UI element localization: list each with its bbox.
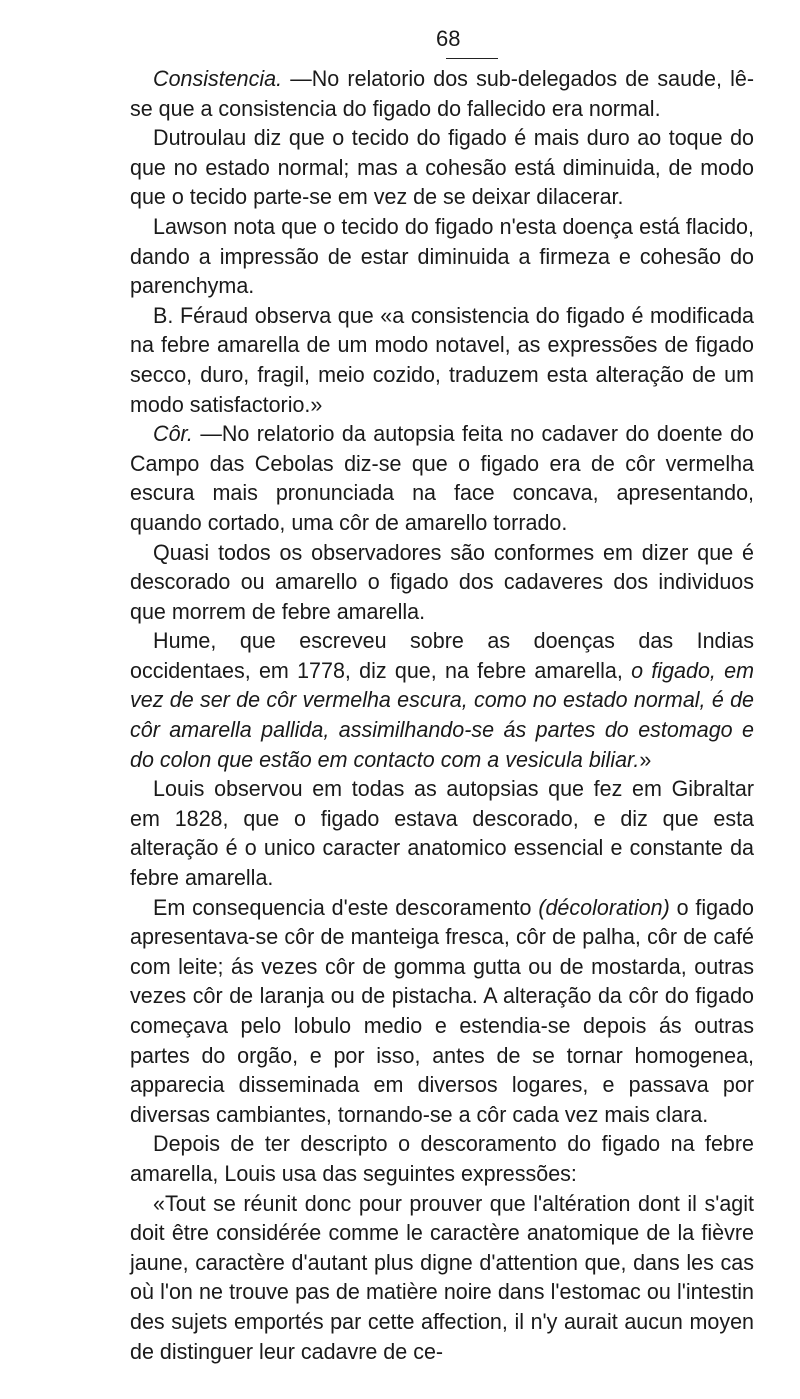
italic-text: Côr.: [153, 421, 193, 447]
paragraph: [130, 301, 754, 419]
paragraph: [130, 419, 754, 537]
page-number: 68: [436, 26, 461, 51]
paragraph: [130, 774, 754, 892]
text-segment: B. Féraud observa que «a consistencia do figado é modificada na febre amarella de um modo notavel, as expressões de figado secco, duro, fragil, meio cozido, traduzem esta alteração de um modo satisfactorio.»: [130, 302, 755, 417]
text-segment: Lawson nota que o tecido do figado n'esta doença está flacido, dando a impressão de estar diminuida a firmeza e cohesão do parenchyma.: [130, 213, 755, 299]
paragraph: [130, 1189, 754, 1367]
paragraph: [130, 626, 754, 774]
paragraph: [130, 64, 754, 123]
text-segment: —No relatorio dos sub-delegados de saude, lê-se que a consistencia do figado do fallecido era normal.: [130, 66, 754, 121]
text-segment: Depois de ter descripto o descoramento do figado na febre amarella, Louis usa das seguintes expressões:: [130, 1131, 755, 1186]
body-text: [130, 64, 754, 1366]
paragraph: [130, 123, 754, 212]
italic-text: Consistencia.: [153, 66, 283, 91]
text-segment: o figado apresentava-se côr de manteiga fresca, côr de palha, côr de café com leite; ás vezes côr de gomma gutta ou de mostarda, outras vezes côr de laranja ou de pistacha. A alteração da côr do figado começava pelo lobulo medio e estendia-se depois ás outras partes do orgão, e por isso, antes de se tornar homogenea, apparecia disseminada em diversos logares, e passava por diversas cambiantes, tornando-se a côr cada vez mais clara.: [130, 894, 754, 1127]
text-segment: Dutroulau diz que o tecido do figado é mais duro ao toque do que no estado normal; mas a cohesão está diminuida, de modo que o tecido parte-se em vez de se deixar dilacerar.: [130, 125, 755, 210]
text-segment: Em consequencia d'este descoramento: [153, 894, 539, 920]
text-segment: Louis observou em todas as autopsias que fez em Gibraltar em 1828, que o figado estava descorado, e diz que esta alteração é o unico caracter anatomico essencial e constante da febre amarella.: [130, 776, 755, 891]
text-segment: »: [639, 746, 652, 772]
text-segment: Hume, que escreveu sobre as doenças das Indias occidentaes, em 1778, diz que, na febre amarella,: [130, 628, 755, 683]
paragraph: [130, 893, 754, 1130]
text-segment: Quasi todos os observadores são conformes em dizer que é descorado ou amarello o figado dos cadaveres dos individuos que morrem de febre amarella.: [130, 539, 755, 624]
paragraph: [130, 1129, 754, 1188]
paragraph: [130, 538, 754, 627]
header-rule: [446, 58, 498, 59]
text-segment: —No relatorio da autopsia feita no cadaver do doente do Campo das Cebolas diz-se que o figado era de côr vermelha escura mais pronunciada na face concava, apresentando, quando cortado, uma côr de amarello torrado.: [130, 421, 755, 535]
paragraph: [130, 212, 754, 301]
text-segment: «Tout se réunit donc pour prouver que l'altération dont il s'agit doit être considérée comme le caractère anatomique de la fièvre jaune, caractère d'autant plus digne d'attention que, dans les cas où l'on ne trouve pas de matière noire dans l'estomac ou l'intestin des sujets emportés par cette affection, il n'y aurait aucun moyen de distinguer leur cadavre de ce-: [130, 1190, 755, 1364]
italic-text: o figado, em vez de ser de côr vermelha escura, como no estado normal, é de côr amarella pallida, assimilhando-se ás partes do estomago e do colon que estão em contacto com a vesicula biliar.: [130, 657, 754, 772]
italic-text: (décoloration): [538, 894, 670, 920]
